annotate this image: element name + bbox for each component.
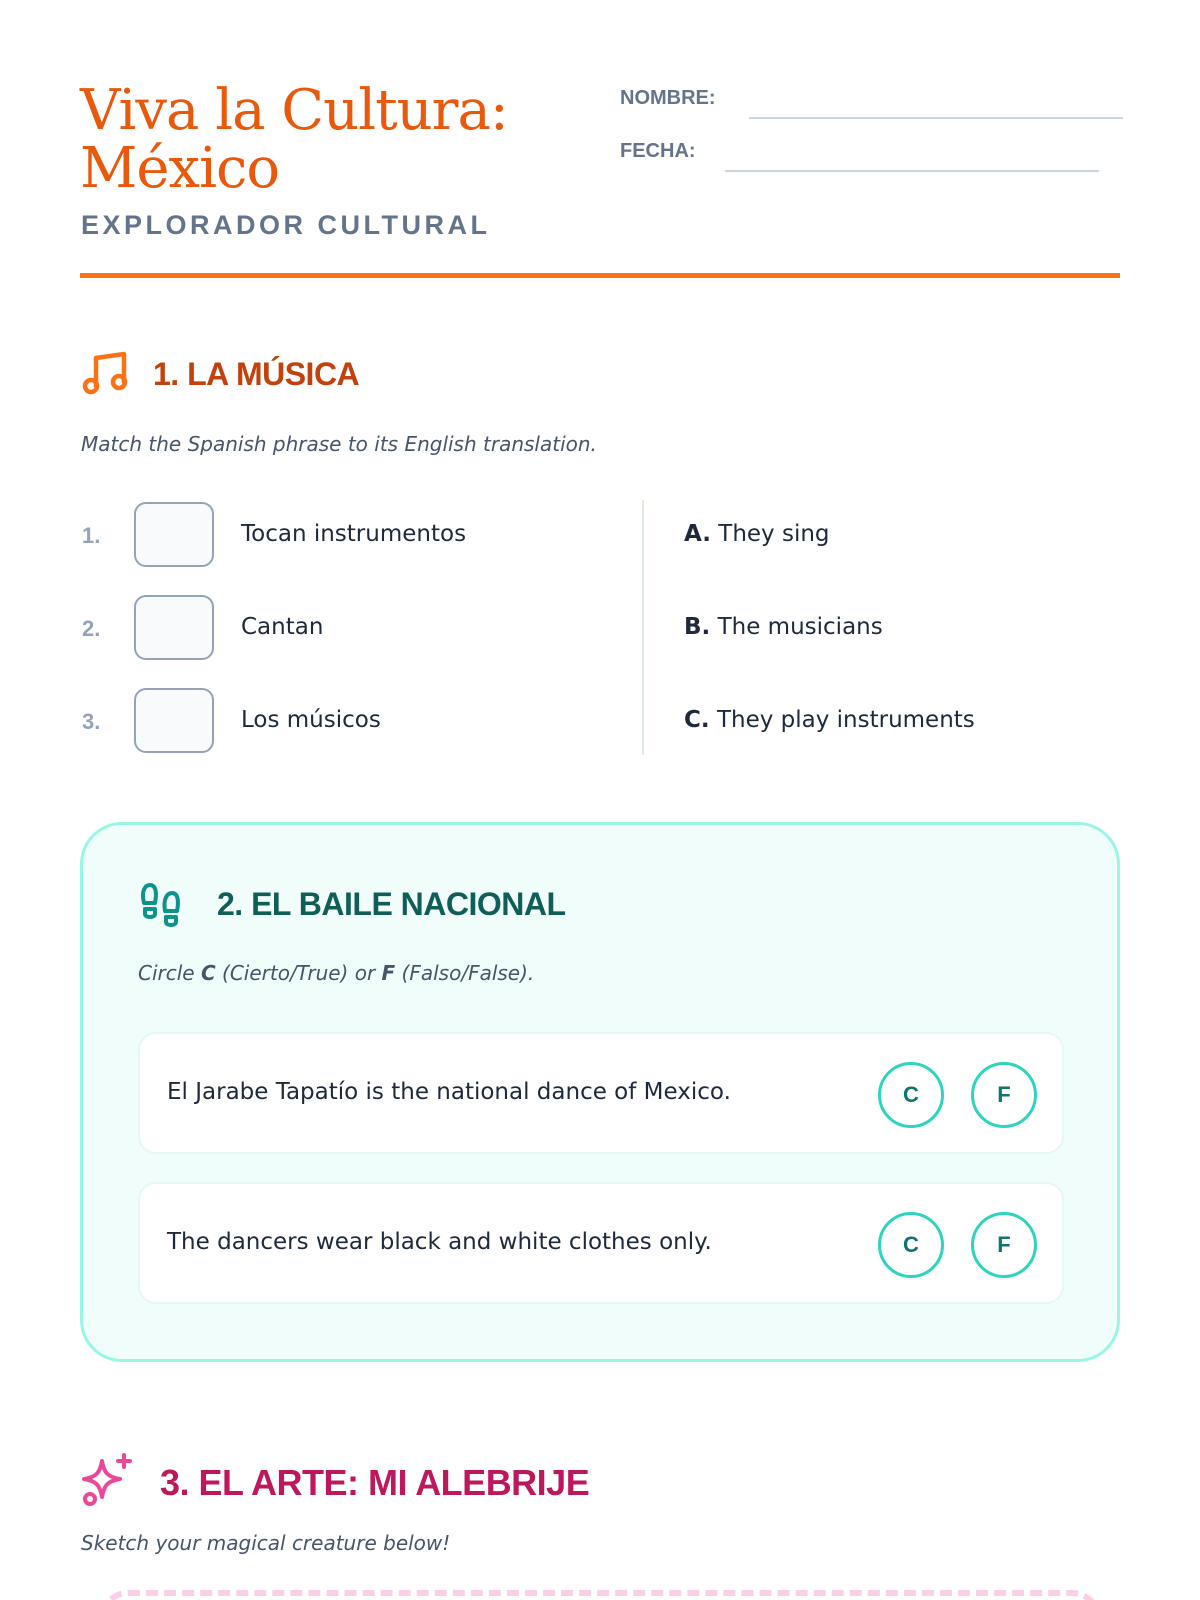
item-number: 3. xyxy=(82,709,101,734)
option-text: They play instruments xyxy=(716,707,975,733)
sketch-area[interactable] xyxy=(98,1590,1102,1600)
falso-option[interactable]: F xyxy=(971,1062,1037,1128)
date-label: FECHA: xyxy=(620,140,696,162)
worksheet-subtitle: EXPLORADOR CULTURAL xyxy=(81,210,491,240)
title-line-1: Viva la Cultura: xyxy=(80,78,508,143)
statement-text: El Jarabe Tapatío is the national dance of Mexico. xyxy=(167,1079,731,1105)
instr-text: (Falso/False). xyxy=(395,961,535,985)
option-letter: C. xyxy=(684,707,710,733)
section1-instructions: Match the Spanish phrase to its English translation. xyxy=(81,432,597,456)
option-letter: A. xyxy=(684,521,711,547)
true-false-row xyxy=(138,1032,1064,1154)
english-option xyxy=(684,707,975,733)
spanish-phrase: Los músicos xyxy=(241,707,381,733)
column-divider xyxy=(642,500,644,755)
spanish-phrase: Cantan xyxy=(241,614,324,640)
section2-instructions xyxy=(138,961,534,985)
name-field-line[interactable] xyxy=(749,117,1123,119)
instr-text: (Cierto/True) or xyxy=(215,961,382,985)
name-label: NOMBRE: xyxy=(620,87,716,109)
item-number: 2. xyxy=(82,616,101,641)
cierto-option[interactable]: C xyxy=(878,1062,944,1128)
section3-instructions: Sketch your magical creature below! xyxy=(81,1531,451,1555)
footprints-icon xyxy=(138,881,188,931)
answer-box-3[interactable] xyxy=(134,688,214,753)
header-divider xyxy=(80,273,1120,278)
cierto-option[interactable]: C xyxy=(878,1212,944,1278)
date-field-line[interactable] xyxy=(725,170,1099,172)
answer-box-1[interactable] xyxy=(134,502,214,567)
english-option xyxy=(684,521,830,547)
instr-c: C xyxy=(200,961,216,985)
instr-f: F xyxy=(381,961,396,985)
true-false-row xyxy=(138,1182,1064,1304)
english-option xyxy=(684,614,883,640)
instr-text: Circle xyxy=(138,961,201,985)
music-note-icon xyxy=(82,350,132,396)
falso-option[interactable]: F xyxy=(971,1212,1037,1278)
section2-title: 2. EL BAILE NACIONAL xyxy=(217,886,566,922)
sparkles-icon xyxy=(80,1453,134,1507)
option-text: They sing xyxy=(718,521,830,547)
option-letter: B. xyxy=(684,614,711,640)
worksheet-title xyxy=(80,78,508,201)
item-number: 1. xyxy=(82,523,101,548)
section3-title: 3. EL ARTE: MI ALEBRIJE xyxy=(160,1462,590,1503)
answer-box-2[interactable] xyxy=(134,595,214,660)
title-line-2: México xyxy=(80,136,280,201)
section1-title: 1. LA MÚSICA xyxy=(153,356,360,392)
spanish-phrase: Tocan instrumentos xyxy=(241,521,467,547)
statement-text: The dancers wear black and white clothes only. xyxy=(167,1229,712,1255)
option-text: The musicians xyxy=(717,614,883,640)
